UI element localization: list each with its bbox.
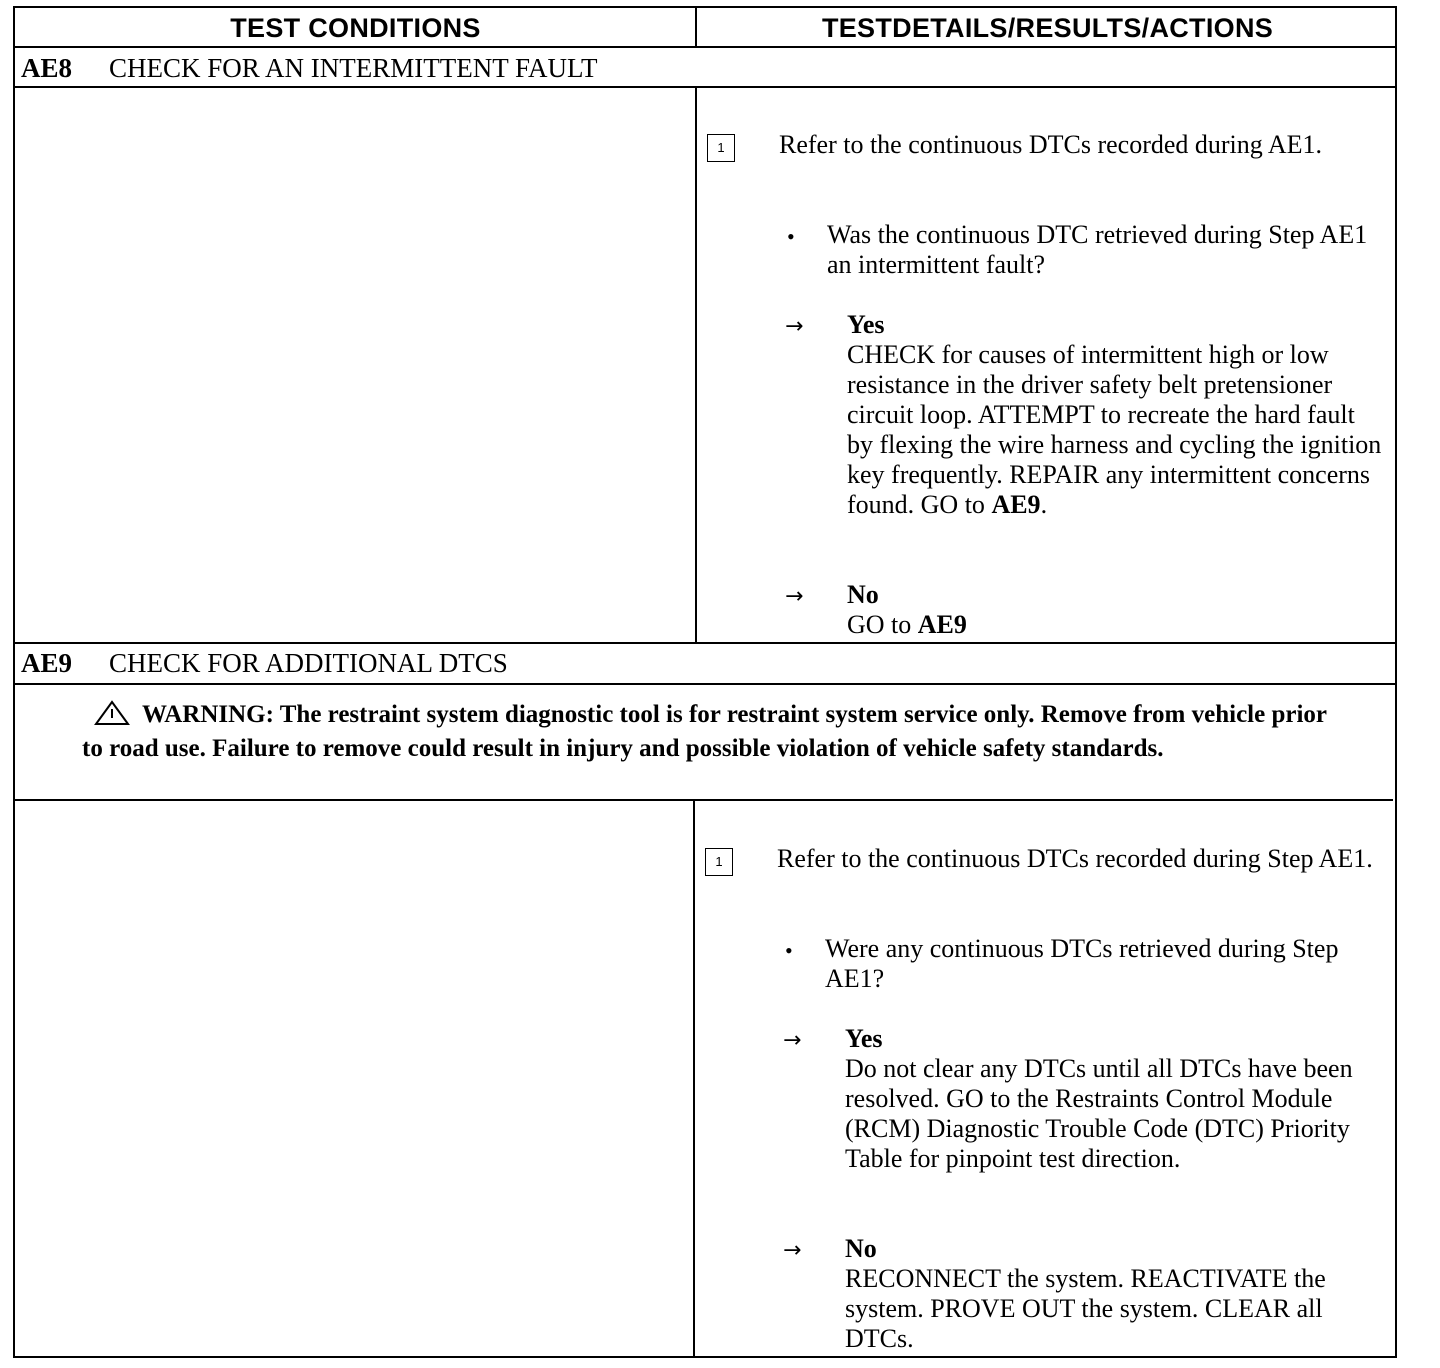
no-text: GO to — [847, 610, 918, 639]
no-label: No — [847, 580, 879, 609]
arrow-icon: → — [783, 1238, 802, 1263]
no-text: RECONNECT the system. REACTIVATE the system. PROVE OUT the system. CLEAR all DTCs. — [845, 1264, 1326, 1353]
divider — [13, 799, 1393, 801]
yes-text: CHECK for causes of intermittent high or low resistance in the driver safety belt pretensioner circuit loop. ATTEMPT to recreate the hard fault by flexing the wire harness and cycling the ignition key frequently. REPAIR any intermittent concerns found. GO to — [847, 340, 1382, 519]
yes-text: Do not clear any DTCs until all DTCs have been resolved. GO to the Restraints Control Module (RCM) Diagnostic Trouble Code (DTC) Priority Table for pinpoint test direction. — [845, 1054, 1353, 1173]
header-test-details: TESTDETAILS/RESULTS/ACTIONS — [821, 12, 1274, 43]
yes-label: Yes — [847, 310, 885, 339]
step-number-box: 1 — [705, 848, 733, 876]
arrow-icon: → — [785, 314, 804, 339]
step-code: AE9 — [21, 647, 73, 678]
instruction-text: Refer to the continuous DTCs recorded during AE1. — [779, 130, 1322, 159]
step-title: CHECK FOR ADDITIONAL DTCS — [109, 647, 508, 678]
ae9-body — [13, 6, 1397, 1358]
bullet: • — [787, 224, 795, 249]
step-title: CHECK FOR AN INTERMITTENT FAULT — [109, 52, 598, 83]
header-test-conditions: TEST CONDITIONS — [230, 12, 481, 43]
arrow-icon: → — [783, 1028, 802, 1053]
warning-text: WARNING: The restraint system diagnostic tool is for restraint system service only. Remove from vehicle prior to road use. Failure to remove could result in injury and possible violation of vehicle safety standards. — [82, 701, 1327, 762]
yes-goto: AE9 — [991, 490, 1041, 519]
no-label: No — [845, 1234, 877, 1263]
arrow-icon: → — [785, 584, 804, 609]
bullet: • — [785, 938, 793, 963]
details-cell-ae9 — [705, 840, 1395, 1360]
yes-result — [845, 1024, 1385, 1174]
question-text: Were any continuous DTCs retrieved during Step AE1? — [825, 934, 1339, 993]
step-code: AE8 — [21, 52, 73, 83]
yes-label: Yes — [845, 1024, 883, 1053]
question-text: Was the continuous DTC retrieved during Step AE1 an intermittent fault? — [827, 220, 1368, 279]
no-goto: AE9 — [917, 610, 967, 639]
instruction-text: Refer to the continuous DTCs recorded during Step AE1. — [777, 844, 1373, 873]
yes-result: Yes CHECK for causes of intermittent high or low resistance in the driver safety belt pretensioner circuit loop. ATTEMPT to recreate the hard fault by flexing the wire harness and cycling the ignition key frequently. REPAIR any intermittent concerns found. GO to AE9. — [847, 310, 1387, 520]
column-divider — [693, 801, 695, 1356]
step-number-box: 1 — [707, 134, 735, 162]
no-result — [845, 1234, 1385, 1354]
